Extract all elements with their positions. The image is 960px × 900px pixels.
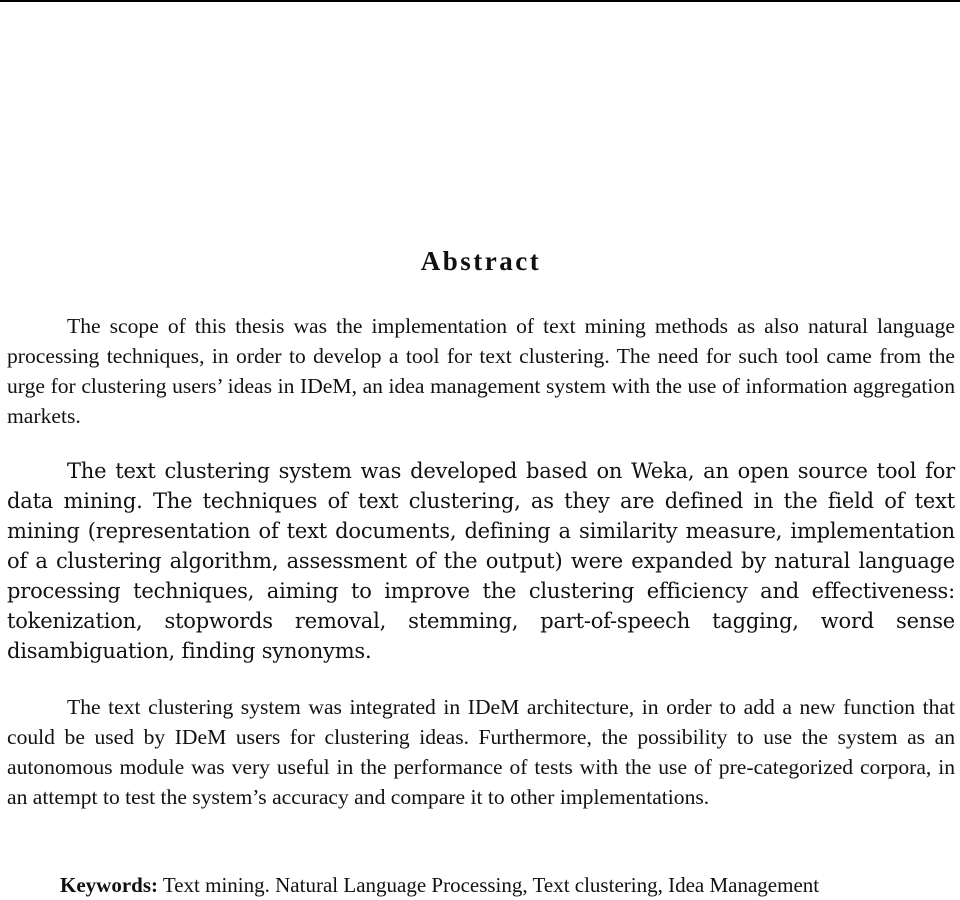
keywords-text: Text mining. Natural Language Processing, Text clustering, Idea Management <box>158 873 820 897</box>
top-border-line <box>0 0 960 2</box>
keywords-label: Keywords: <box>60 873 158 897</box>
keywords-line <box>60 870 819 900</box>
abstract-title: Abstract <box>420 246 542 276</box>
abstract-paragraph-3: The text clustering system was integrated in IDeM architecture, in order to add a new function that could be used by IDeM users for clustering ideas. Furthermore, the possibility to use the system as an autonomous module was very useful in the performance of tests with the use of pre-categorized corpora, in an attempt to test the system’s accuracy and compare it to other implementations. <box>7 695 955 809</box>
abstract-paragraph-1: The scope of this thesis was the implementation of text mining methods as also natural language processing techniques, in order to develop a tool for text clustering. The need for such tool came from the urge for clustering users’ ideas in IDeM, an idea management system with the use of information aggregation markets. <box>7 314 955 428</box>
abstract-paragraph-2: The text clustering system was developed based on Weka, an open source tool for data mining. The techniques of text clustering, as they are defined in the field of text mining (representation of text documents, defining a similarity measure, implementation of a clustering algorithm, assessment of the output) were expanded by natural language processing techniques, aiming to improve the clustering efficiency and effectiveness: tokenization, stopwords removal, stemming, part-of-speech tagging, word sense disambiguation, finding synonyms. <box>7 459 955 663</box>
